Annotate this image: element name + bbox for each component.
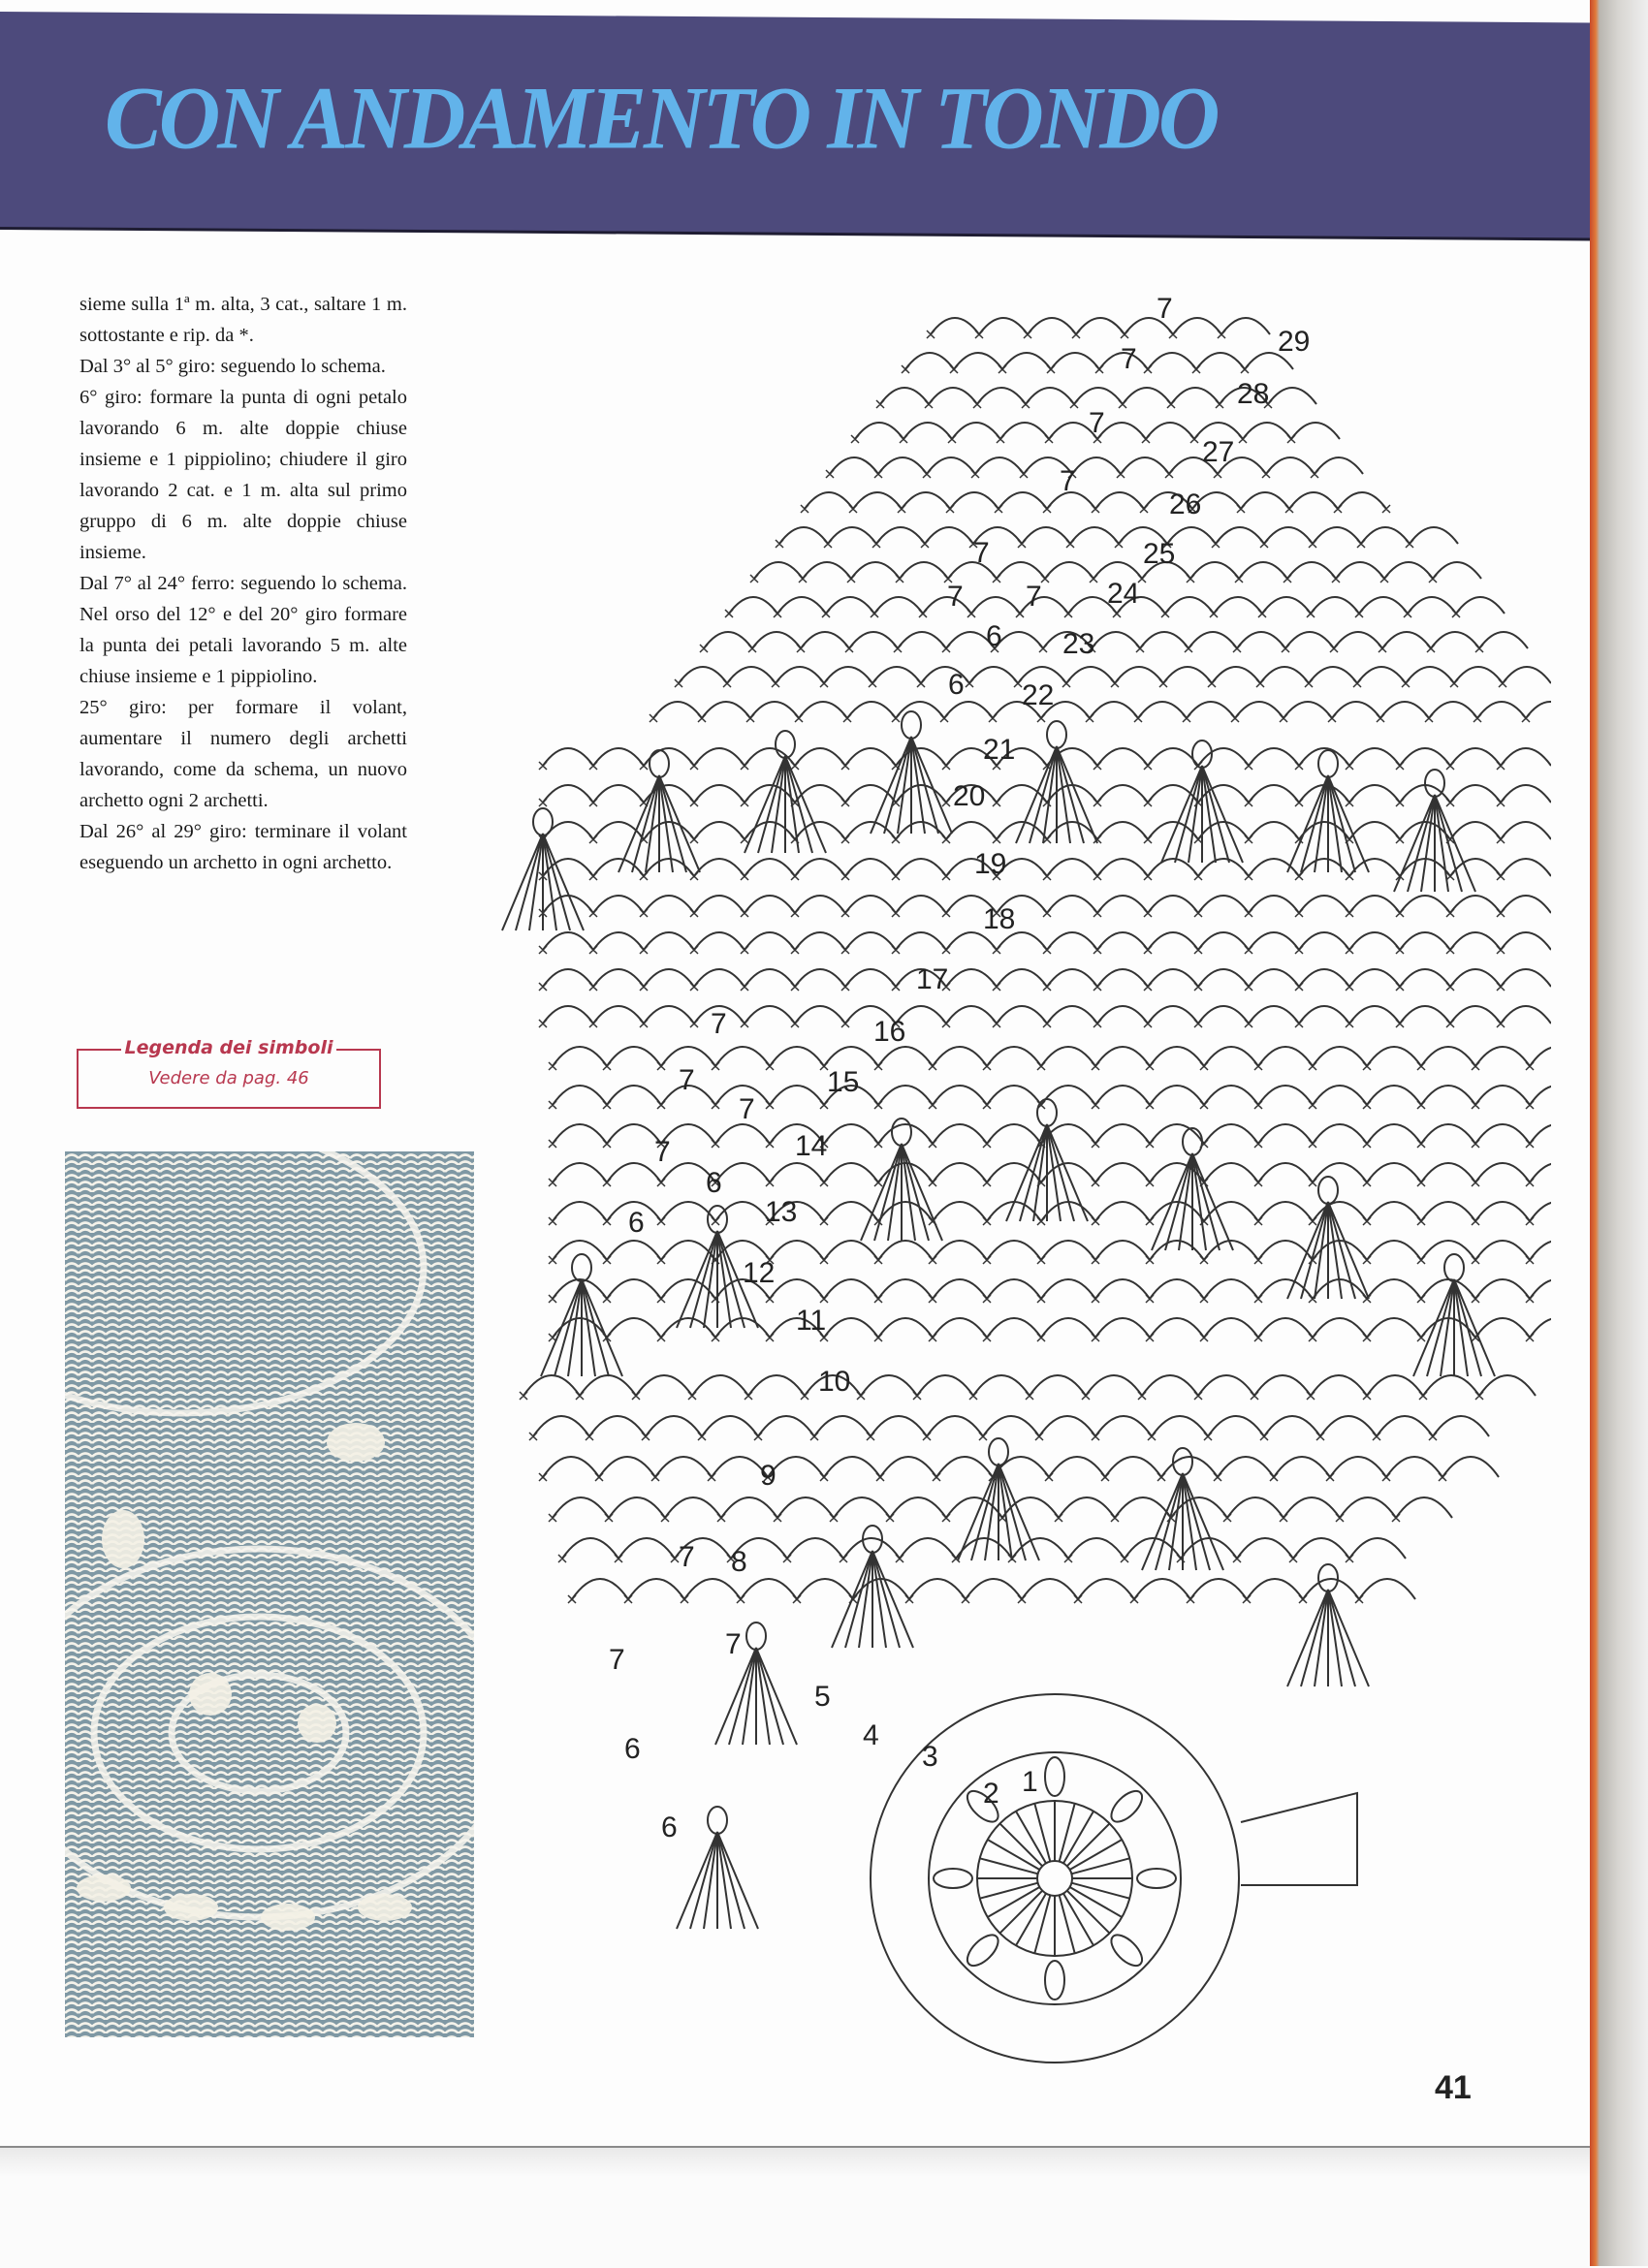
stitch-line: [758, 756, 785, 853]
round-number-label: 15: [827, 1066, 860, 1098]
picot: [1318, 1177, 1338, 1204]
picot: [1183, 1128, 1202, 1155]
round-number-label: 26: [1169, 488, 1202, 520]
stitch-marks: [539, 946, 1505, 954]
chart-arc-row: [572, 1579, 1415, 1599]
stitch-line: [1192, 1153, 1220, 1250]
center-spoke: [1034, 1895, 1050, 1953]
doily-photo-image: [65, 1151, 474, 2037]
center-ring: [1037, 1861, 1072, 1896]
picot: [1037, 1099, 1057, 1126]
center-spoke: [1060, 1804, 1075, 1862]
picot: [1318, 1564, 1338, 1591]
stitch-marks: [539, 1020, 1505, 1027]
chart-arc-row: [754, 562, 1481, 579]
stitch-count-label: 7: [973, 537, 990, 569]
stitch-marks: [675, 679, 1506, 687]
stitch-marks: [558, 1555, 1353, 1562]
stitch-marks: [902, 365, 1249, 373]
round-number-label: 19: [974, 848, 1007, 880]
chart-arc-row: [543, 1006, 1551, 1024]
stitch-count-label: 6: [948, 669, 965, 701]
chart-arc-row: [543, 969, 1551, 987]
stitch-line: [1328, 1590, 1355, 1686]
chart-arc-row: [543, 932, 1551, 950]
stitch-line: [1020, 1124, 1047, 1221]
round-number-label: 21: [983, 734, 1016, 766]
round-number-label: 16: [873, 1016, 906, 1048]
stitch-count-label: 7: [1121, 343, 1137, 375]
stitch-line: [1454, 1279, 1481, 1376]
chart-arc-row: [553, 1163, 1551, 1182]
round-number-label: 13: [765, 1196, 798, 1228]
chart-arc-row: [679, 667, 1551, 683]
chart-arc-row: [543, 859, 1551, 876]
stitch-marks: [876, 400, 1272, 408]
picot: [572, 1254, 591, 1281]
stitch-line: [971, 1464, 998, 1560]
stitch-marks: [927, 331, 1225, 338]
stitch-count-label: 6: [706, 1167, 722, 1199]
stitch-marks: [801, 505, 1390, 513]
round-number-label: 1: [1022, 1766, 1038, 1798]
stitch-count-label: 7: [654, 1136, 671, 1168]
petal-fan: [1016, 721, 1097, 843]
page-bottom-margin: [0, 2146, 1590, 2268]
round-number-label: 23: [1062, 628, 1095, 660]
center-petal: [1045, 1757, 1064, 1796]
petal-fan: [1413, 1254, 1495, 1376]
picot: [1318, 750, 1338, 777]
stitch-count-label: 7: [1060, 465, 1076, 497]
chart-arc-row: [523, 1375, 1536, 1396]
stitch-count-label: 7: [1089, 407, 1105, 439]
stitch-marks: [725, 610, 1460, 617]
chart-arcs: [502, 318, 1551, 1929]
instructions-text: [79, 289, 407, 878]
page-title: CON ANDAMENTO IN TONDO: [105, 69, 1218, 169]
legend-box: [77, 1037, 381, 1109]
round-number-label: 3: [922, 1741, 938, 1773]
instruction-paragraph: Dal 7° al 24° ferro: seguendo lo schema. Nel orso del 12° e del 20° giro formare la punta dei petali lavorando 5 m. alte chiuse insieme e 1 pippiolino.: [79, 573, 407, 687]
stitch-line: [516, 834, 543, 930]
stitch-line: [845, 1551, 872, 1648]
stitch-marks: [549, 1295, 1534, 1303]
petal-fan: [1287, 1177, 1369, 1299]
petal-fan: [832, 1526, 913, 1648]
picot: [746, 1622, 766, 1650]
stitch-count-label: 6: [624, 1733, 641, 1765]
instruction-paragraph: 6° giro: formare la punta di ogni petalo lavorando 6 m. alte doppie chiuse insieme e 1 pippiolino; chiudere il giro lavorando 2 cat. e 1 m. alta sul primo gruppo di 6 m. alte doppie chiuse insieme.: [79, 387, 407, 563]
stitch-marks: [650, 714, 1530, 722]
stitch-line: [543, 834, 570, 930]
picot: [1047, 721, 1066, 748]
picot: [708, 1807, 727, 1834]
stitch-marks: [776, 540, 1413, 548]
stitch-marks: [539, 909, 1505, 917]
stitch-count-label: 7: [1026, 581, 1042, 613]
round-number-label: 14: [795, 1130, 828, 1162]
round-number-label: 11: [796, 1305, 827, 1337]
petal-fan: [677, 1807, 758, 1929]
chart-arc-row: [779, 527, 1458, 544]
chart-arc-row: [533, 1416, 1489, 1436]
petal-fan: [871, 711, 952, 834]
chart-arc-row: [553, 1047, 1551, 1066]
stitch-line: [1183, 1473, 1210, 1570]
round-number-label: 10: [818, 1366, 851, 1398]
round-number-label: 20: [953, 780, 986, 812]
stitch-marks: [750, 575, 1437, 583]
petal-fan: [1161, 740, 1243, 863]
round-number-label: 28: [1237, 378, 1270, 410]
stitch-marks: [549, 1179, 1534, 1186]
stitch-marks: [539, 872, 1505, 880]
stitch-count-label: 7: [1157, 293, 1173, 325]
stitch-marks: [539, 835, 1505, 843]
chart-arc-row: [553, 1241, 1551, 1260]
stitch-line: [756, 1648, 783, 1745]
center-ring: [929, 1752, 1181, 2004]
stitch-line: [632, 775, 659, 872]
chart-arc-row: [543, 896, 1551, 913]
stitch-count-label: 7: [679, 1064, 695, 1096]
round-number-label: 22: [1022, 679, 1055, 711]
petal-fan: [1152, 1128, 1233, 1250]
chart-section-lines: [1241, 1793, 1357, 1885]
petal-fan: [502, 808, 584, 930]
stitch-line: [690, 1832, 717, 1929]
picot: [533, 808, 553, 835]
chart-arc-row: [830, 457, 1363, 474]
crochet-chart: [485, 276, 1551, 2098]
picot: [892, 1118, 911, 1146]
stitch-line: [1175, 766, 1202, 863]
round-number-label: 29: [1278, 326, 1311, 358]
stitch-line: [1202, 766, 1229, 863]
center-spoke: [1071, 1883, 1129, 1899]
stitch-line: [717, 1832, 745, 1929]
center-spoke: [980, 1883, 1038, 1899]
stitch-marks: [539, 799, 1505, 806]
stitch-marks: [549, 1062, 1534, 1070]
stitch-count-label: 7: [609, 1644, 625, 1676]
picot: [1444, 1254, 1464, 1281]
stitch-marks: [539, 762, 1505, 770]
instruction-paragraph: sieme sulla 1ª m. alta, 3 cat., saltare 1 m. sottostante e rip. da *.: [79, 294, 407, 346]
stitch-line: [1047, 1124, 1074, 1221]
stitch-line: [785, 756, 812, 853]
round-number-label: 24: [1107, 578, 1140, 610]
doily-photo: [65, 1151, 474, 2037]
chart-arc-row: [653, 702, 1551, 718]
round-number-label: 25: [1143, 538, 1176, 570]
stitch-count-label: 6: [986, 620, 1002, 652]
chart-arc-row: [543, 785, 1551, 803]
petal-fan: [1287, 750, 1369, 872]
petal-fan: [1142, 1448, 1223, 1570]
center-spoke: [980, 1858, 1038, 1874]
center-petal: [1045, 1961, 1064, 2000]
stitch-marks: [539, 983, 1505, 991]
round-number-label: 12: [743, 1257, 776, 1289]
stitch-marks: [520, 1392, 1483, 1400]
petal-fan: [618, 750, 700, 872]
page-number: 41: [1435, 2069, 1472, 2106]
picot: [902, 711, 921, 739]
chart-arc-row: [905, 353, 1293, 369]
petal-fan: [541, 1254, 622, 1376]
stitch-marks: [529, 1433, 1437, 1440]
center-spoke: [1060, 1895, 1075, 1953]
round-number-label: 9: [760, 1460, 776, 1492]
center-petal: [934, 1869, 972, 1888]
instruction-paragraph: Dal 3° al 5° giro: seguendo lo schema.: [79, 356, 386, 377]
chart-arc-row: [553, 1497, 1452, 1518]
stitch-count-label: 6: [628, 1207, 645, 1239]
stitch-marks: [549, 1334, 1534, 1341]
center-petal: [1137, 1869, 1176, 1888]
stitch-count-label: 7: [947, 581, 964, 613]
round-number-label: 8: [731, 1546, 747, 1578]
stitch-line: [884, 737, 911, 834]
instruction-paragraph: Dal 26° al 29° giro: terminare il volant eseguendo un archetto in ogni archetto.: [79, 821, 407, 873]
stitch-marks: [549, 1217, 1534, 1225]
center-petal: [1106, 1786, 1147, 1827]
round-number-label: 27: [1202, 436, 1235, 468]
stitch-count-label: 7: [679, 1541, 695, 1573]
stitch-line: [555, 1279, 582, 1376]
center-petal: [963, 1930, 1003, 1970]
stitch-line: [902, 1144, 929, 1241]
picot: [1425, 770, 1444, 797]
stitch-line: [872, 1551, 900, 1648]
chart-arc-row: [543, 822, 1551, 839]
round-number-label: 7: [725, 1628, 742, 1660]
chart-arc-row: [543, 1457, 1499, 1477]
chart-arc-row: [704, 632, 1528, 648]
center-spoke: [1034, 1804, 1050, 1862]
stitch-line: [1328, 1202, 1355, 1299]
picot: [650, 750, 669, 777]
center-petal: [1106, 1930, 1147, 1970]
stitch-count-label: 7: [711, 1008, 727, 1040]
picot: [989, 1438, 1008, 1465]
instruction-paragraph: 25° giro: per formare il volant, aumentare il numero degli archetti lavorando, come da schema, un nuovo archetto ogni 2 archetti.: [79, 697, 407, 811]
chart-arc-row: [553, 1318, 1551, 1338]
stitch-marks: [568, 1595, 1363, 1603]
chart-center-motif: [871, 1694, 1357, 2063]
stitch-line: [1301, 1590, 1328, 1686]
chart-arc-row: [543, 748, 1551, 766]
stitch-line: [1427, 1279, 1454, 1376]
page-edge: [1590, 0, 1648, 2266]
stitch-line: [582, 1279, 609, 1376]
stitch-line: [1057, 746, 1084, 843]
chart-arc-row: [805, 492, 1386, 509]
stitch-marks: [549, 1256, 1534, 1264]
stitch-line: [874, 1144, 902, 1241]
center-spoke: [1071, 1858, 1129, 1874]
stitch-count-label: 7: [739, 1093, 755, 1125]
round-number-label: 2: [983, 1778, 999, 1810]
stitch-line: [1165, 1153, 1192, 1250]
round-number-label: 18: [983, 903, 1016, 935]
round-number-label: 4: [863, 1719, 879, 1751]
stitch-line: [729, 1648, 756, 1745]
chart-arc-row: [553, 1202, 1551, 1221]
round-number-label: 5: [814, 1681, 831, 1713]
stitch-count-label: 6: [661, 1811, 678, 1843]
petal-fan: [1287, 1564, 1369, 1686]
stitch-line: [1408, 795, 1435, 892]
stitch-line: [1301, 775, 1328, 872]
legend-subtitle: Vedere da pag. 46: [148, 1068, 309, 1088]
round-number-label: 17: [916, 963, 949, 995]
legend-title: Legenda dei simboli: [121, 1037, 337, 1058]
